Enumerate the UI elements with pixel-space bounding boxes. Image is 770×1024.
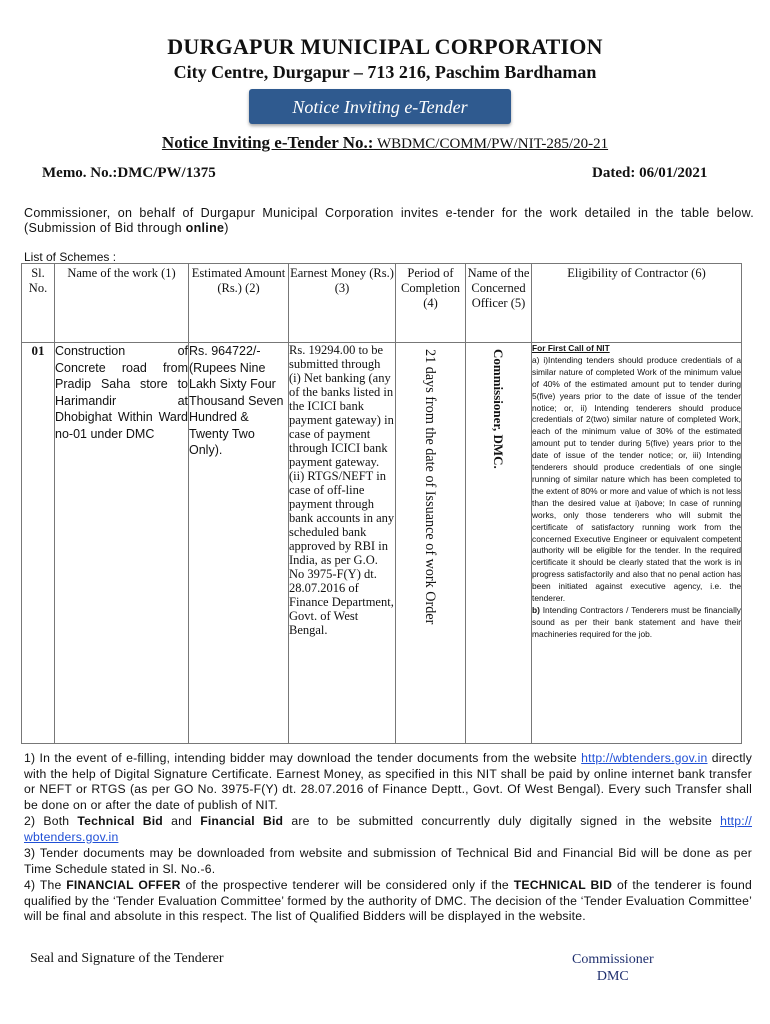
nit-number-line: [0, 133, 770, 153]
schemes-table: [21, 263, 742, 744]
nit-number: WBDMC/COMM/PW/NIT-285/20-21: [373, 136, 609, 152]
header-concerned-officer: Name of the Concerned Officer (5): [466, 264, 532, 343]
note-2-and: and: [162, 814, 201, 828]
wbtenders-link-2[interactable]: http:// wbtenders.gov.in: [24, 814, 752, 844]
list-of-schemes-label: List of Schemes :: [24, 250, 117, 264]
note-3: 3) Tender documents may be downloaded from website and submission of Technical Bid and Financial Bid will be done as per Time Schedule stated in Sl. No.-6.: [24, 846, 752, 876]
notes-section: [24, 751, 752, 926]
header-earnest-money: Earnest Money (Rs.) (3): [289, 264, 396, 343]
eligibility-body: a) i)Intending tenders should produce credentials of a similar nature of completed Work of the minimum value of 40% of the estimated amount put to tender during 5(five) years prior to the date of issue of the tender notice; or, ii) Intending tenderers should produce credentials of 2(two) similar nature of completed Work, each of the minimum value of 30% of the estimated amount put to tender during 5(five) years prior to the date of issue of the tender notice; or, iii) Intending tenderers should produce credentials of one single running of similar nature which has been completed to the extent of 80% or more and value of which is not less than the desired value at i)above; In case of running works, only those tenderers who will submit the certificate of satisfactory running work from the concerned Executive Engineer or equivalent competent authority will be eligible for the tender. In the required certificate it should be clearly stated that the work is in progress satisfactorily and also that no penal action has been initiated against executive agency, i.e. the tenderer.: [532, 354, 741, 604]
intro-end: ): [224, 221, 229, 235]
cell-estimated-amount: Rs. 964722/- (Rupees Nine Lakh Sixty Four Thousand Seven Hundred & Twenty Two Only).: [189, 343, 289, 744]
commissioner-org: DMC: [596, 969, 629, 984]
header-period-of-completion: Period of Completion (4): [396, 264, 466, 343]
header-sl-no: Sl. No.: [22, 264, 55, 343]
period-text: 21 days from the date of Issuance of work Order: [421, 349, 438, 625]
table-row: [22, 343, 742, 744]
nit-label: Notice Inviting e-Tender No.:: [161, 133, 374, 152]
header-name-of-work: Name of the work (1): [55, 264, 189, 343]
note-4-technical-bid: TECHNICAL BID: [513, 878, 613, 892]
note-4-text-mid: of the prospective tenderer will be considered only if the: [180, 878, 514, 892]
eligibility-title: For First Call of NIT: [532, 343, 610, 353]
cell-sl-no: 01: [22, 343, 55, 744]
cell-period-of-completion: [396, 343, 466, 744]
note-1: [24, 751, 752, 813]
commissioner-signature: [572, 951, 654, 985]
header-eligibility: Eligibility of Contractor (6): [532, 264, 742, 343]
note-2-text: 2) Both: [24, 814, 78, 828]
eligibility-b-body: Intending Contractors / Tenderers must be financially sound as per their bank statement and have their machineries required for the job.: [532, 604, 741, 639]
note-4-text: 4) The: [24, 878, 67, 892]
note-2-technical-bid: Technical Bid: [77, 814, 163, 828]
intro-paragraph: [24, 206, 754, 236]
note-4: [24, 878, 752, 925]
cell-earnest-money: Rs. 19294.00 to be submitted through (i) Net banking (any of the banks listed in the ICICI bank payment gateway) in case of payment through ICICI bank payment gateway. (ii) RTGS/NEFT in case of off-line payment through bank accounts in any scheduled bank approved by RBI in India, as per G.O. No 3975-F(Y) dt. 28.07.2016 of Finance Department, Govt. of West Bengal.: [289, 343, 396, 744]
table-header-row: [22, 264, 742, 343]
cell-name-of-work: Construction of Concrete road from Pradip Saha store to Harimandir at Dhobighat Within Ward no-01 under DMC: [55, 343, 189, 744]
header-estimated-amount: Estimated Amount (Rs.) (2): [189, 264, 289, 343]
commissioner-title: Commissioner: [572, 952, 654, 967]
corporation-address: City Centre, Durgapur – 713 216, Paschim Bardhaman: [173, 62, 597, 82]
tenderer-seal-signature: Seal and Signature of the Tenderer: [30, 951, 224, 966]
officer-text: Commissioner, DMC.: [490, 349, 506, 469]
notice-date: Dated: 06/01/2021: [592, 165, 708, 181]
notice-banner: Notice Inviting e-Tender: [249, 89, 511, 124]
intro-bold: online: [185, 221, 225, 235]
note-4-financial-offer: FINANCIAL OFFER: [66, 878, 181, 892]
cell-concerned-officer: [466, 343, 532, 744]
note-1-text: 1) In the event of e-filling, intending bidder may download the tender documents from the website: [24, 751, 582, 765]
cell-eligibility: [532, 343, 742, 744]
memo-number: Memo. No.:DMC/PW/1375: [42, 165, 216, 181]
note-2-text-end: are to be submitted concurrently duly digitally signed in the website: [283, 814, 721, 828]
wbtenders-link[interactable]: http://wbtenders.gov.in: [581, 751, 708, 765]
eligibility-b-label: b): [532, 604, 540, 615]
eligibility-b-clause: [532, 605, 741, 641]
note-2: [24, 814, 752, 845]
intro-text: Commissioner, on behalf of Durgapur Municipal Corporation invites e-tender for the work detailed in the table below. (Submission of Bid through: [24, 206, 754, 235]
note-1-text-end: directly with the help of Digital Signature Certificate. Earnest Money, as specified in this NIT shall be paid by online internet bank transfer or NEFT or RTGS (as per GO No. 3975-F(Y) dt. 28.07.2016 of Finance Deptt., Govt. Of West Bengal). Every such Transfer shall be done on or after the date of publish of NIT.: [24, 751, 752, 812]
note-4-text-end: of the tenderer is found qualified by the ‘Tender Evaluation Committee’ formed by the authority of DMC. The decision of the ‘Tender Evaluation Committee’ will be final and absolute in this respect. The list of Qualified Bidders will be displayed in the website.: [24, 878, 753, 923]
corporation-title: DURGAPUR MUNICIPAL CORPORATION: [167, 34, 603, 59]
note-2-financial-bid: Financial Bid: [200, 814, 284, 828]
